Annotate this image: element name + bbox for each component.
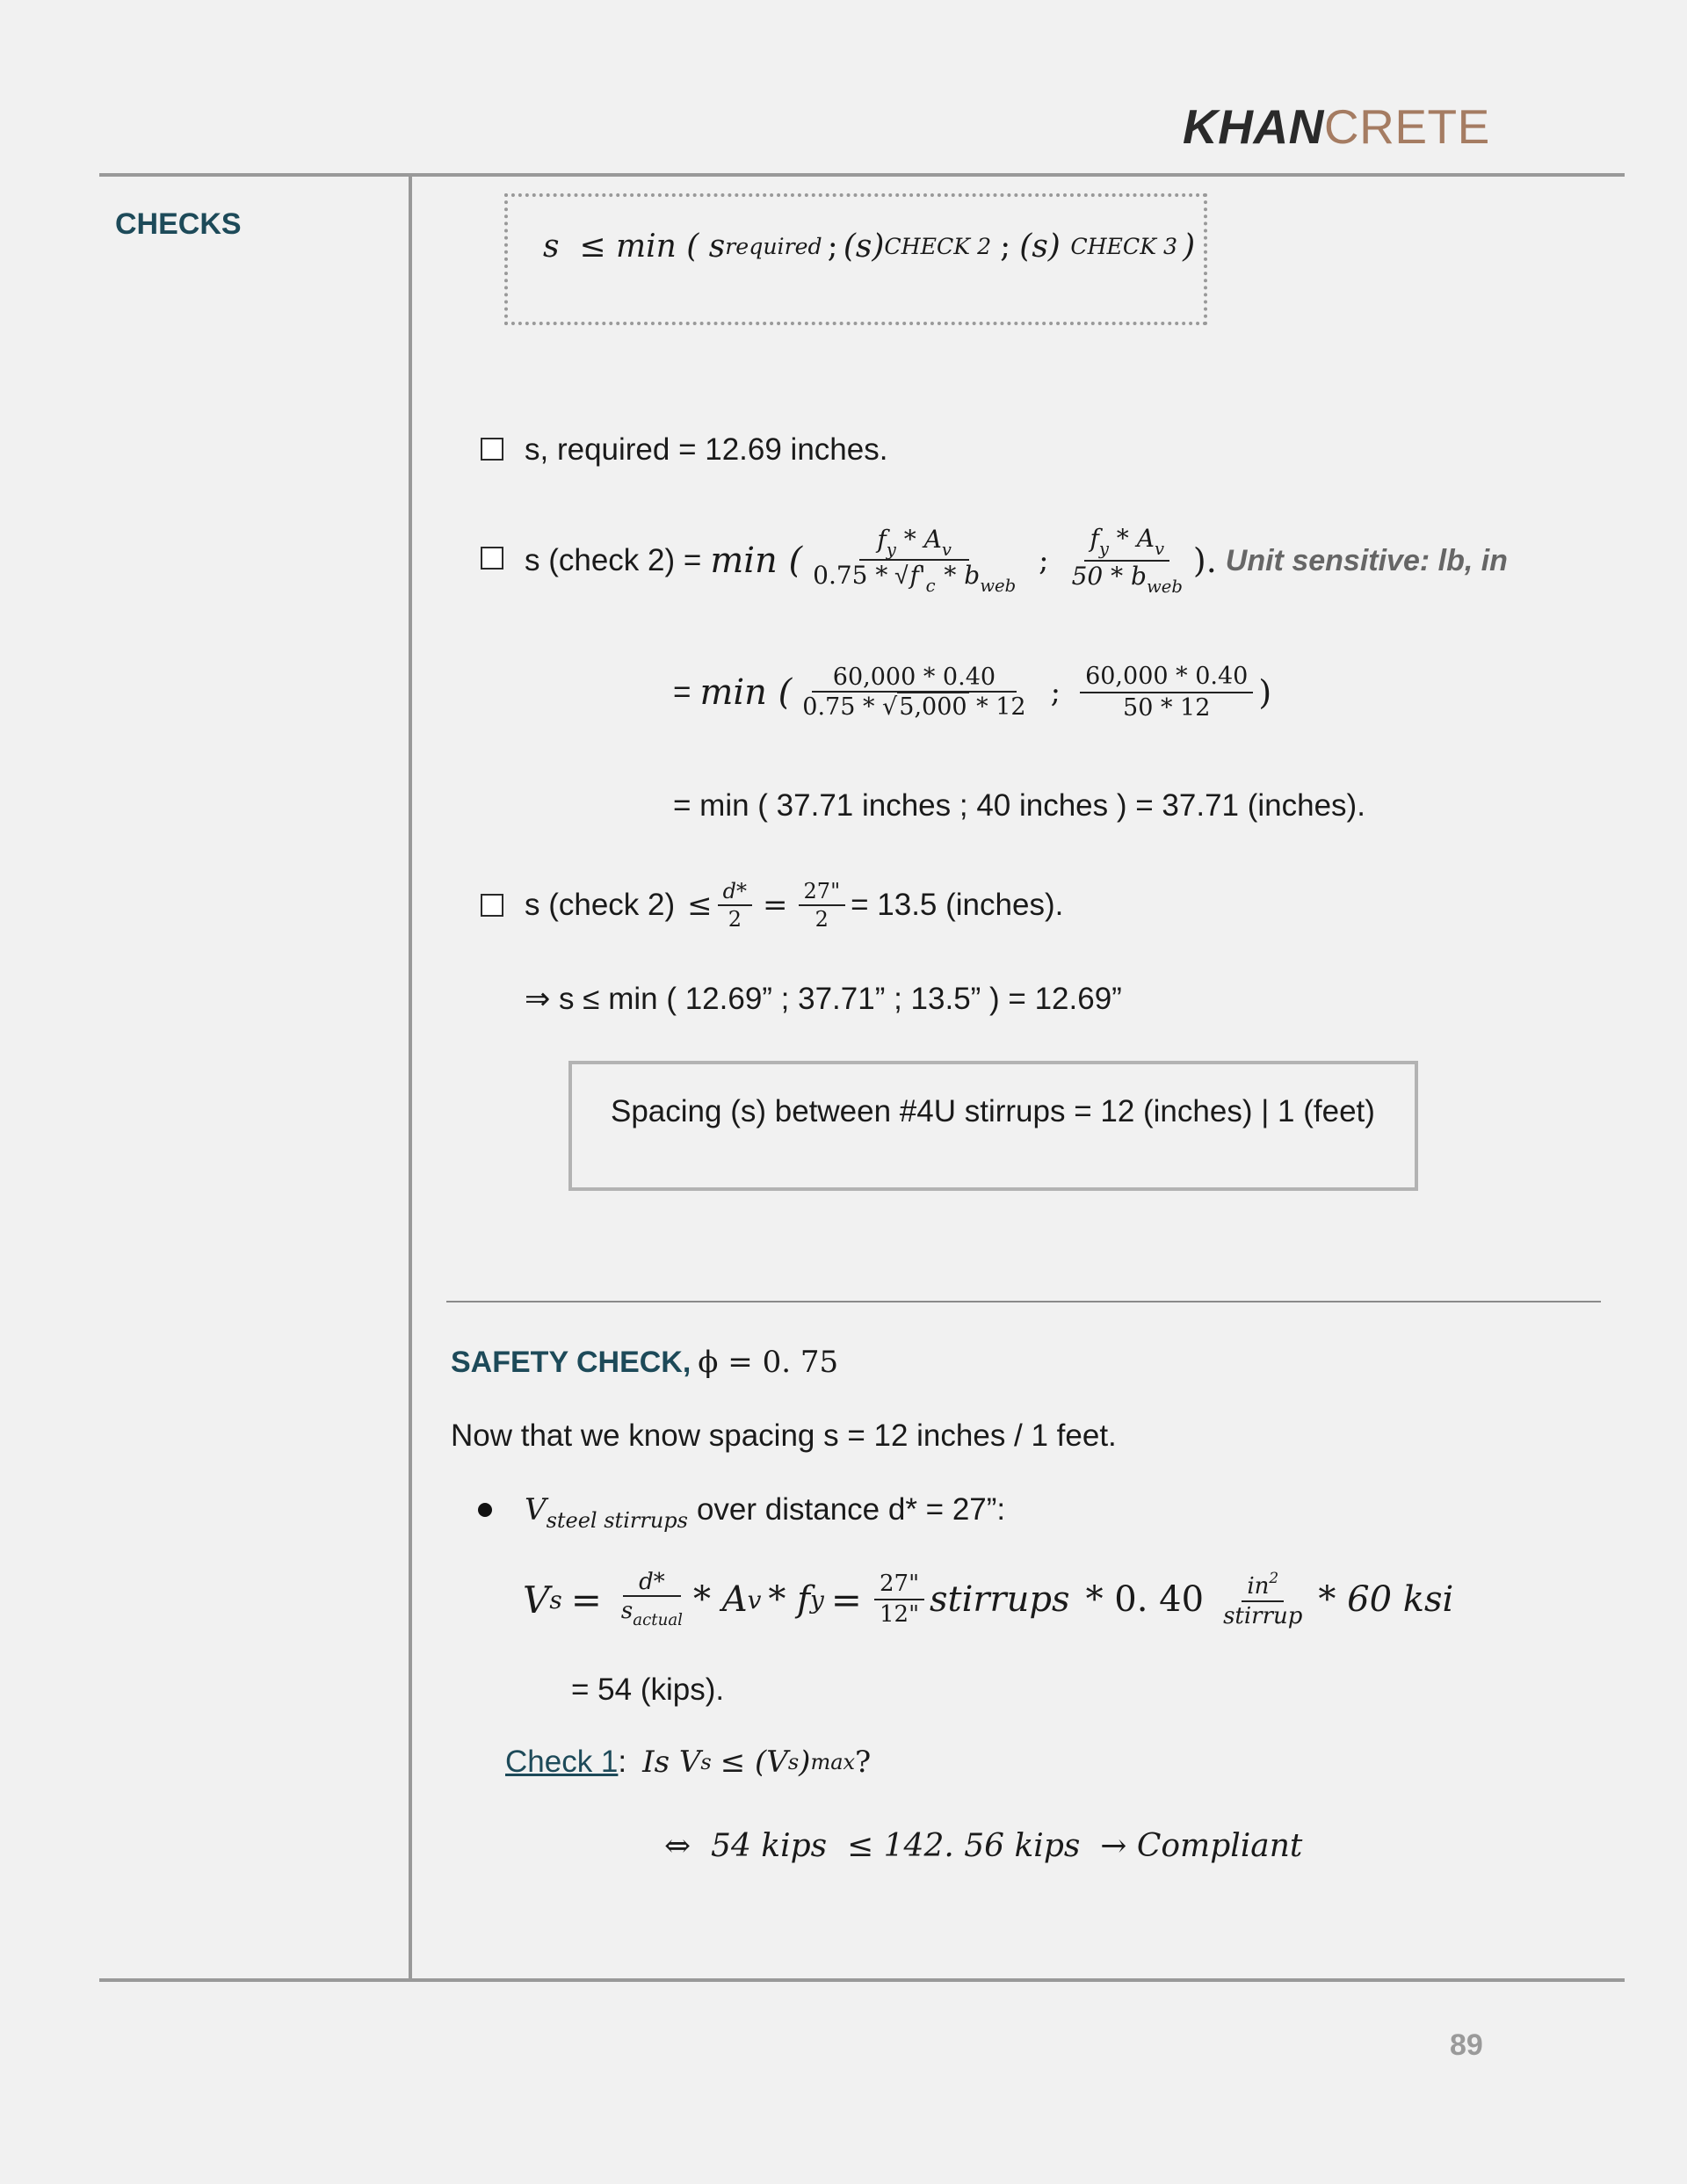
sub-sep: ; bbox=[1050, 675, 1061, 710]
vs-stirrups: stirrups bbox=[930, 1579, 1070, 1620]
frac2-num-sub2: v bbox=[1154, 538, 1165, 559]
s-check3-frac2-num: 27" bbox=[799, 880, 846, 906]
s-check3-frac1-den: 2 bbox=[728, 907, 742, 932]
vs-frac2-den: 12" bbox=[879, 1601, 920, 1628]
vs-frac1-den: s bbox=[620, 1597, 634, 1624]
compliance-result: ⇔ 54 kips ≤ 142. 56 kips → Compliant bbox=[664, 1828, 1303, 1864]
bottom-rule bbox=[99, 1978, 1625, 1982]
frac1-den-sqrt-sub: c bbox=[925, 575, 936, 596]
frac2-num-sub1: y bbox=[1098, 538, 1109, 559]
sub-frac1: $\frac{60,000 * 0.40}{0.75 * √5,000 * 12}$ bbox=[802, 664, 1026, 721]
brand-bold: KHAN bbox=[1183, 99, 1324, 154]
safety-intro: Now that we know spacing s = 12 inches / 1 feet. bbox=[451, 1419, 1117, 1453]
checkbox-s-check2[interactable] bbox=[481, 547, 503, 570]
frac1-den-b: * b bbox=[944, 561, 981, 590]
formula-s-check3: (s) bbox=[1019, 229, 1061, 265]
formula-sep1: ; bbox=[827, 229, 838, 265]
check1-colon: : bbox=[618, 1745, 627, 1779]
formula-check2-sub: CHECK 2 bbox=[884, 234, 992, 259]
spacing-conclusion: ⇒ s ≤ min ( 12.69” ; 37.71” ; 13.5” ) = 12.69” bbox=[525, 982, 1122, 1016]
s-check2-substitution bbox=[673, 644, 1271, 741]
formula-le-min: ≤ min ( bbox=[579, 229, 699, 265]
check1-link[interactable]: Check 1 bbox=[505, 1745, 619, 1779]
sub-frac1-num: 60,000 * 0.40 bbox=[812, 664, 1017, 693]
sub-eq: = bbox=[673, 675, 691, 709]
s-check3-result: = 13.5 (inches). bbox=[851, 888, 1064, 922]
vs-av: * A bbox=[692, 1579, 748, 1620]
s-check2-close: ). bbox=[1192, 541, 1217, 580]
page-number: 89 bbox=[1450, 2028, 1483, 2062]
check1-q-sub: s bbox=[700, 1750, 712, 1774]
safety-heading bbox=[451, 1345, 838, 1380]
sub-min: min ( bbox=[699, 672, 793, 713]
s-check3-frac2-den: 2 bbox=[815, 907, 829, 932]
formula-s-req: s bbox=[708, 229, 726, 265]
vs-equation bbox=[523, 1551, 1453, 1648]
checkbox-s-required[interactable] bbox=[481, 438, 503, 461]
vs-frac1-num: d* bbox=[623, 1570, 681, 1597]
vs-eq: = bbox=[570, 1578, 602, 1622]
formula-close: ) bbox=[1183, 229, 1196, 265]
frac2-num-mid: * A bbox=[1108, 523, 1155, 553]
s-required-text: s, required = 12.69 inches. bbox=[525, 432, 888, 467]
s-check2-frac1: $\frac{f_y * A_v}{0.75 * √f'_c * b_{web}}$ bbox=[813, 524, 1017, 596]
check1-q4: ? bbox=[855, 1745, 872, 1780]
frac2-num-f: f bbox=[1090, 523, 1099, 553]
s-check2-formula bbox=[525, 508, 1508, 613]
check1-q-sub3: max bbox=[810, 1750, 856, 1774]
vs-v-sub: s bbox=[549, 1585, 562, 1614]
s-check3-formula bbox=[525, 870, 1063, 940]
brand-logo bbox=[1183, 98, 1490, 155]
section-separator bbox=[446, 1301, 1601, 1302]
bullet-text: over distance d* = 27”: bbox=[696, 1492, 1006, 1527]
vs-times: * 0. 40 bbox=[1085, 1579, 1205, 1620]
s-check3-le: ≤ bbox=[687, 888, 713, 923]
frac1-num-sub1: y bbox=[886, 539, 896, 560]
check1-q1: Is V bbox=[642, 1745, 701, 1780]
brand-light: CRETE bbox=[1323, 99, 1490, 154]
vs-frac3-num-sup: 2 bbox=[1269, 1568, 1279, 1586]
vs-eq2: = bbox=[830, 1578, 862, 1622]
safety-phi: ϕ = 0. 75 bbox=[698, 1345, 839, 1380]
frac1-num-f: f bbox=[877, 524, 887, 554]
check1-q-sub2: s bbox=[787, 1750, 800, 1774]
s-check2-min: min ( bbox=[710, 541, 803, 581]
s-check2-prefix: s (check 2) = bbox=[525, 543, 702, 577]
safety-title: SAFETY CHECK, bbox=[451, 1345, 691, 1379]
top-rule bbox=[99, 173, 1625, 177]
checkbox-s-check3[interactable] bbox=[481, 894, 503, 917]
s-check2-sep: ; bbox=[1039, 543, 1049, 578]
vs-frac1-den-sub: actual bbox=[633, 1610, 683, 1629]
vs-fy-sub: y bbox=[809, 1585, 824, 1614]
vs-result: = 54 (kips). bbox=[571, 1672, 725, 1707]
sub-frac1-den-a: 0.75 * bbox=[802, 693, 875, 721]
formula-s-check2: (s) bbox=[843, 229, 885, 265]
vs-fy: * f bbox=[768, 1579, 810, 1620]
sub-close: ) bbox=[1258, 673, 1272, 712]
s-check3-frac2 bbox=[799, 880, 846, 932]
frac1-num-mid: * A bbox=[895, 524, 942, 554]
bullet-dot bbox=[478, 1503, 492, 1517]
formula-s-req-sub: required bbox=[725, 234, 822, 259]
frac1-den-sub: web bbox=[980, 575, 1017, 596]
s-check3-prefix: s (check 2) bbox=[525, 888, 676, 922]
sub-frac1-den-b: * 12 bbox=[976, 693, 1026, 721]
vs-frac3-den: stirrup bbox=[1223, 1603, 1303, 1630]
formula-sep2: ; bbox=[1000, 229, 1011, 265]
sub-frac2-num: 60,000 * 0.40 bbox=[1080, 664, 1253, 693]
bullet-v-sub: steel stirrups bbox=[546, 1508, 688, 1533]
formula-box bbox=[504, 193, 1207, 325]
frac1-den-sqrt bbox=[909, 559, 938, 596]
vs-frac2-num: 27" bbox=[874, 1571, 924, 1600]
frac1-num-sub2: v bbox=[941, 539, 952, 560]
frac2-den-sub: web bbox=[1146, 576, 1183, 597]
s-check3-frac1-num: d* bbox=[718, 880, 752, 906]
bullet-line bbox=[525, 1487, 1005, 1533]
sub-frac1-den-sqrt: 5,000 bbox=[899, 693, 967, 721]
vs-end: * 60 ksi bbox=[1318, 1579, 1454, 1620]
check1-line bbox=[505, 1745, 871, 1780]
vs-frac3-num: in bbox=[1247, 1572, 1270, 1600]
sub-frac2-den: 50 * 12 bbox=[1123, 694, 1211, 722]
column-divider bbox=[409, 175, 412, 1982]
s-check3-frac1 bbox=[718, 880, 752, 932]
frac1-den-a: 0.75 * bbox=[813, 561, 888, 590]
bullet-v: V bbox=[525, 1492, 547, 1527]
check1-q3: ) bbox=[799, 1745, 811, 1780]
vs-v: V bbox=[523, 1578, 550, 1622]
frac1-den-sqrt-f: f' bbox=[909, 561, 926, 590]
frac2-den: 50 * b bbox=[1071, 562, 1147, 591]
s-check2-result: = min ( 37.71 inches ; 40 inches ) = 37.71 (inches). bbox=[673, 788, 1365, 823]
unit-note: Unit sensitive: lb, in bbox=[1225, 543, 1508, 577]
section-label: CHECKS bbox=[115, 207, 242, 241]
spacing-result-box bbox=[568, 1061, 1418, 1191]
spacing-result-text: Spacing (s) between #4U stirrups = 12 (inches) | 1 (feet) bbox=[611, 1094, 1375, 1128]
check1-q2: ≤ (V bbox=[720, 1745, 788, 1780]
vs-av-sub: v bbox=[747, 1585, 762, 1614]
sub-frac2 bbox=[1080, 664, 1253, 721]
s-check3-eq: = bbox=[763, 888, 788, 923]
s-check2-frac2 bbox=[1067, 523, 1188, 597]
formula-check3-sub: CHECK 3 bbox=[1070, 234, 1178, 259]
vs-frac1 bbox=[616, 1570, 688, 1629]
formula-s: s bbox=[543, 229, 560, 265]
vs-frac3 bbox=[1218, 1570, 1307, 1629]
vs-frac2 bbox=[874, 1571, 924, 1627]
